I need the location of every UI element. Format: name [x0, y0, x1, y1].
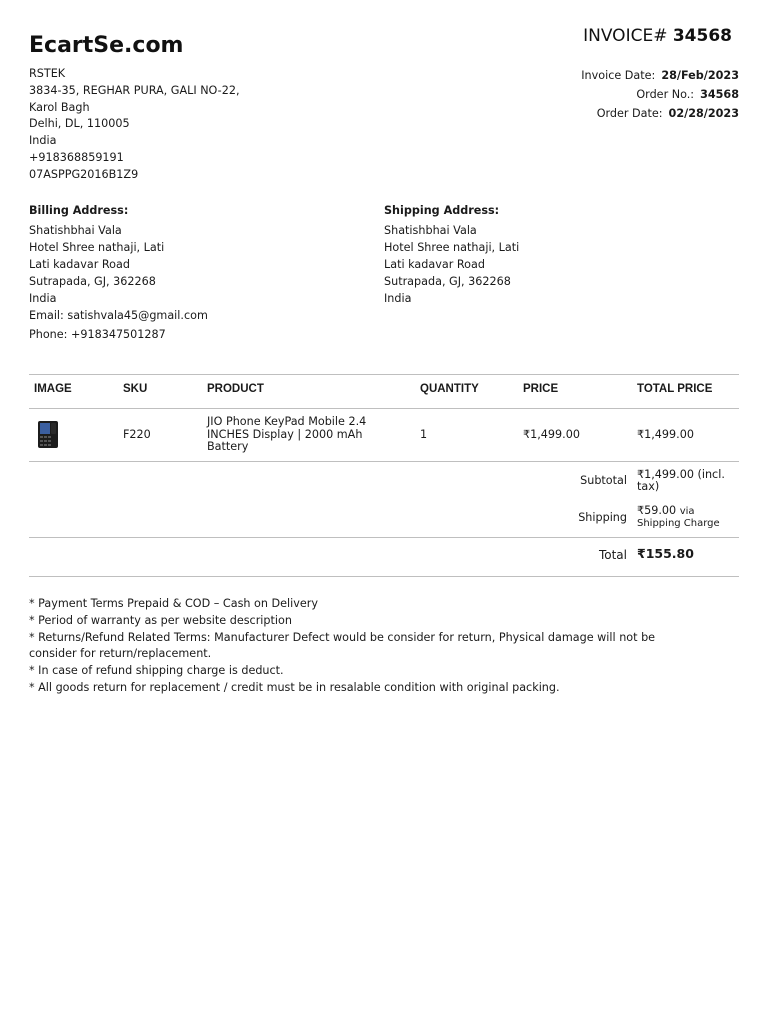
subtotal-note: tax)	[637, 480, 660, 493]
meta-label: Order Date:	[596, 107, 663, 120]
invoice-meta	[581, 66, 739, 123]
billing-line: Sutrapada, GJ, 362268	[29, 275, 156, 288]
terms-list	[29, 596, 729, 697]
table-top-divider	[29, 374, 739, 375]
meta-label: Invoice Date:	[581, 69, 656, 82]
invoice-number: 34568	[672, 26, 732, 46]
subtotal-amount: ₹1,499.00 (incl.	[637, 468, 725, 481]
phone-icon	[37, 421, 59, 448]
row-divider	[29, 461, 739, 462]
invoice-date-row	[581, 66, 739, 85]
store-address	[29, 66, 240, 184]
shipping-line: India	[384, 292, 412, 305]
row-total: ₹1,499.00	[637, 428, 694, 441]
row-price: ₹1,499.00	[523, 428, 580, 441]
store-line: +918368859191	[29, 150, 124, 164]
shipping-method: Shipping Charge	[637, 518, 720, 529]
billing-line: Shatishbhai Vala	[29, 224, 122, 237]
order-no-row	[581, 85, 739, 104]
subtotal-label: Subtotal	[580, 474, 627, 487]
col-header-sku: SKU	[123, 383, 148, 395]
meta-label: Order No.:	[636, 88, 695, 101]
store-line: India	[29, 134, 57, 148]
term-item: * In case of refund shipping charge is deduct.	[29, 664, 284, 678]
billing-heading: Billing Address:	[29, 204, 129, 217]
col-header-price: PRICE	[523, 383, 559, 395]
term-item: * All goods return for replacement / credit must be in resalable condition with original packing.	[29, 680, 560, 694]
term-item: * Period of warranty as per website description	[29, 613, 292, 627]
shipping-line: Lati kadavar Road	[384, 258, 485, 271]
meta-value: 02/28/2023	[668, 107, 739, 120]
store-line: 07ASPPG2016B1Z9	[29, 167, 139, 181]
order-date-row	[581, 104, 739, 123]
shipping-value	[637, 505, 720, 530]
billing-line: Hotel Shree nathaji, Lati	[29, 241, 165, 254]
total-label: Total	[598, 548, 627, 562]
meta-value: 28/Feb/2023	[661, 69, 739, 82]
table-bottom-divider	[29, 576, 739, 577]
term-item: * Returns/Refund Related Terms: Manufacturer Defect would be consider for return, Physical damage will not be consider for return/replacement.	[29, 630, 656, 661]
invoice-title	[583, 26, 732, 46]
row-product: JIO Phone KeyPad Mobile 2.4 INCHES Display | 2000 mAh Battery	[207, 415, 367, 453]
col-header-product: PRODUCT	[207, 383, 264, 395]
billing-address	[29, 222, 164, 307]
store-line: Karol Bagh	[29, 100, 90, 114]
store-line: 3834-35, REGHAR PURA, GALI NO-22,	[29, 83, 240, 97]
row-sku: F220	[123, 428, 151, 441]
shipping-line: Hotel Shree nathaji, Lati	[384, 241, 520, 254]
shipping-via: via	[679, 506, 695, 517]
invoice-title-prefix: INVOICE#	[583, 26, 668, 46]
term-item: * Payment Terms Prepaid & COD – Cash on Delivery	[29, 597, 318, 610]
store-line: RSTEK	[29, 67, 66, 80]
billing-phone: Phone: +918347501287	[29, 328, 166, 341]
shipping-heading: Shipping Address:	[384, 204, 500, 217]
billing-email: Email: satishvala45@gmail.com	[29, 309, 208, 322]
col-header-total-price: TOTAL PRICE	[637, 383, 713, 395]
shipping-amount: ₹59.00	[637, 504, 677, 517]
col-header-quantity: QUANTITY	[420, 383, 479, 395]
col-header-image: IMAGE	[34, 383, 72, 395]
total-value: ₹155.80	[637, 546, 694, 561]
shipping-amount-line	[637, 505, 720, 518]
row-quantity: 1	[420, 428, 428, 441]
billing-line: India	[29, 292, 57, 305]
store-name: EcartSe.com	[29, 33, 184, 58]
shipping-line: Shatishbhai Vala	[384, 224, 477, 237]
summary-divider	[29, 537, 739, 538]
shipping-address	[384, 222, 519, 307]
meta-value: 34568	[700, 88, 739, 101]
billing-line: Lati kadavar Road	[29, 258, 130, 271]
shipping-line: Sutrapada, GJ, 362268	[384, 275, 511, 288]
store-line: Delhi, DL, 110005	[29, 117, 130, 131]
table-header-divider	[29, 408, 739, 409]
subtotal-value	[637, 469, 725, 493]
shipping-label: Shipping	[578, 511, 627, 524]
